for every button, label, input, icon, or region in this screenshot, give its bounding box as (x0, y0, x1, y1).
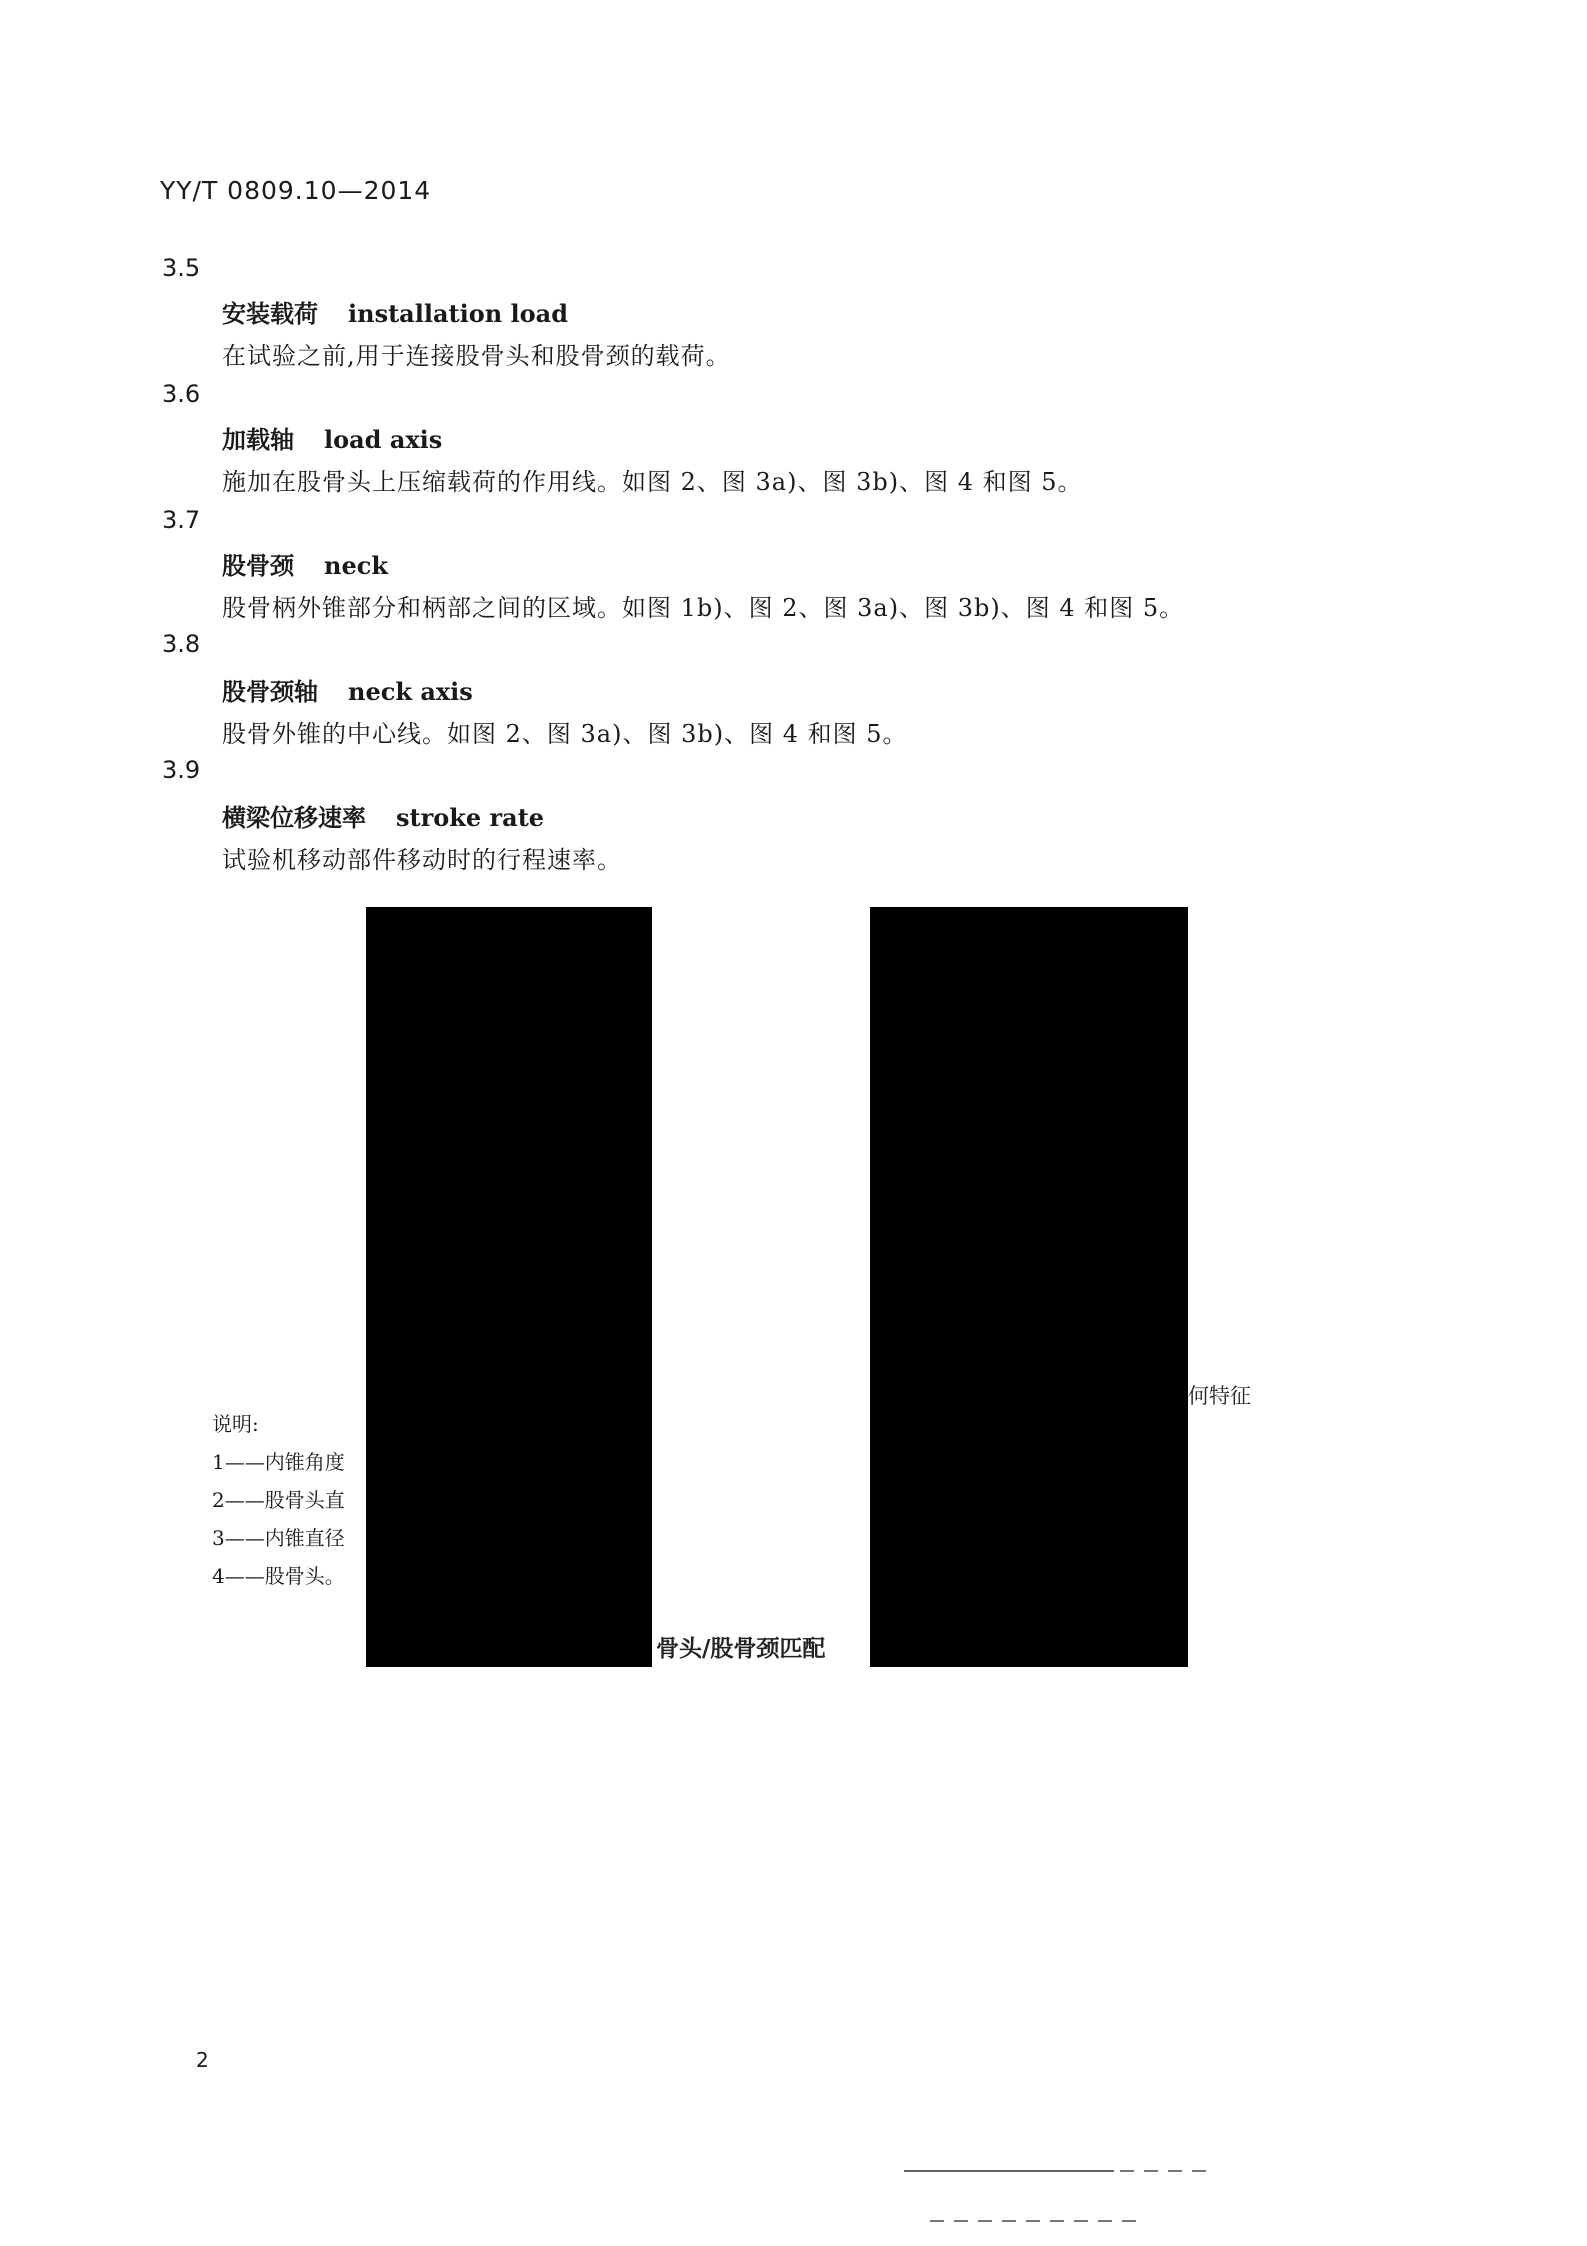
clause-number: 3.9 (162, 756, 201, 784)
redaction-block-right (870, 907, 1188, 1667)
standard-code: YY/T 0809.10—2014 (160, 176, 432, 205)
term-en: stroke rate (396, 803, 545, 832)
clause-number: 3.6 (162, 380, 201, 408)
clause-number: 3.7 (162, 506, 201, 534)
clause-term (222, 798, 544, 833)
term-en: neck axis (348, 677, 473, 706)
term-zh: 加载轴 (222, 425, 294, 454)
clause-definition: 股骨柄外锥部分和柄部之间的区域。如图 1b)、图 2、图 3a)、图 3b)、图 4 和图 5。 (222, 594, 1185, 622)
legend-title: 说明: (212, 1412, 259, 1436)
scan-artifact-line (904, 2170, 1114, 2172)
scan-artifact-dash (930, 2220, 1140, 2222)
term-en: neck (324, 551, 388, 580)
legend-item: 2——股骨头直 (212, 1488, 345, 1512)
clause-term (222, 672, 473, 707)
clause-definition: 施加在股骨头上压缩载荷的作用线。如图 2、图 3a)、图 3b)、图 4 和图 5。 (222, 468, 1083, 496)
clause-number: 3.8 (162, 630, 201, 658)
clause-definition: 股骨外锥的中心线。如图 2、图 3a)、图 3b)、图 4 和图 5。 (222, 720, 908, 748)
clause-term (222, 294, 568, 329)
clause-definition: 在试验之前,用于连接股骨头和股骨颈的载荷。 (222, 342, 731, 370)
clause-term (222, 420, 442, 455)
redaction-block-left (366, 907, 652, 1667)
scan-artifact-dash (1120, 2170, 1210, 2172)
legend-item: 3——内锥直径 (212, 1526, 345, 1550)
legend-item: 4——股骨头。 (212, 1564, 345, 1588)
term-zh: 安装载荷 (222, 299, 318, 328)
term-en: load axis (324, 425, 443, 454)
clause-number: 3.5 (162, 254, 201, 282)
page-number: 2 (196, 2048, 209, 2072)
clause-definition: 试验机移动部件移动时的行程速率。 (222, 846, 622, 874)
term-zh: 横梁位移速率 (222, 803, 366, 832)
legend-item: 1——内锥角度 (212, 1450, 345, 1474)
term-zh: 股骨颈 (222, 551, 294, 580)
term-en: installation load (348, 299, 568, 328)
clause-term (222, 546, 388, 581)
term-zh: 股骨颈轴 (222, 677, 318, 706)
figure-caption-fragment: 骨头/股骨颈匹配 (656, 1635, 826, 1662)
figure-label-fragment: 何特征 (1188, 1384, 1251, 1408)
